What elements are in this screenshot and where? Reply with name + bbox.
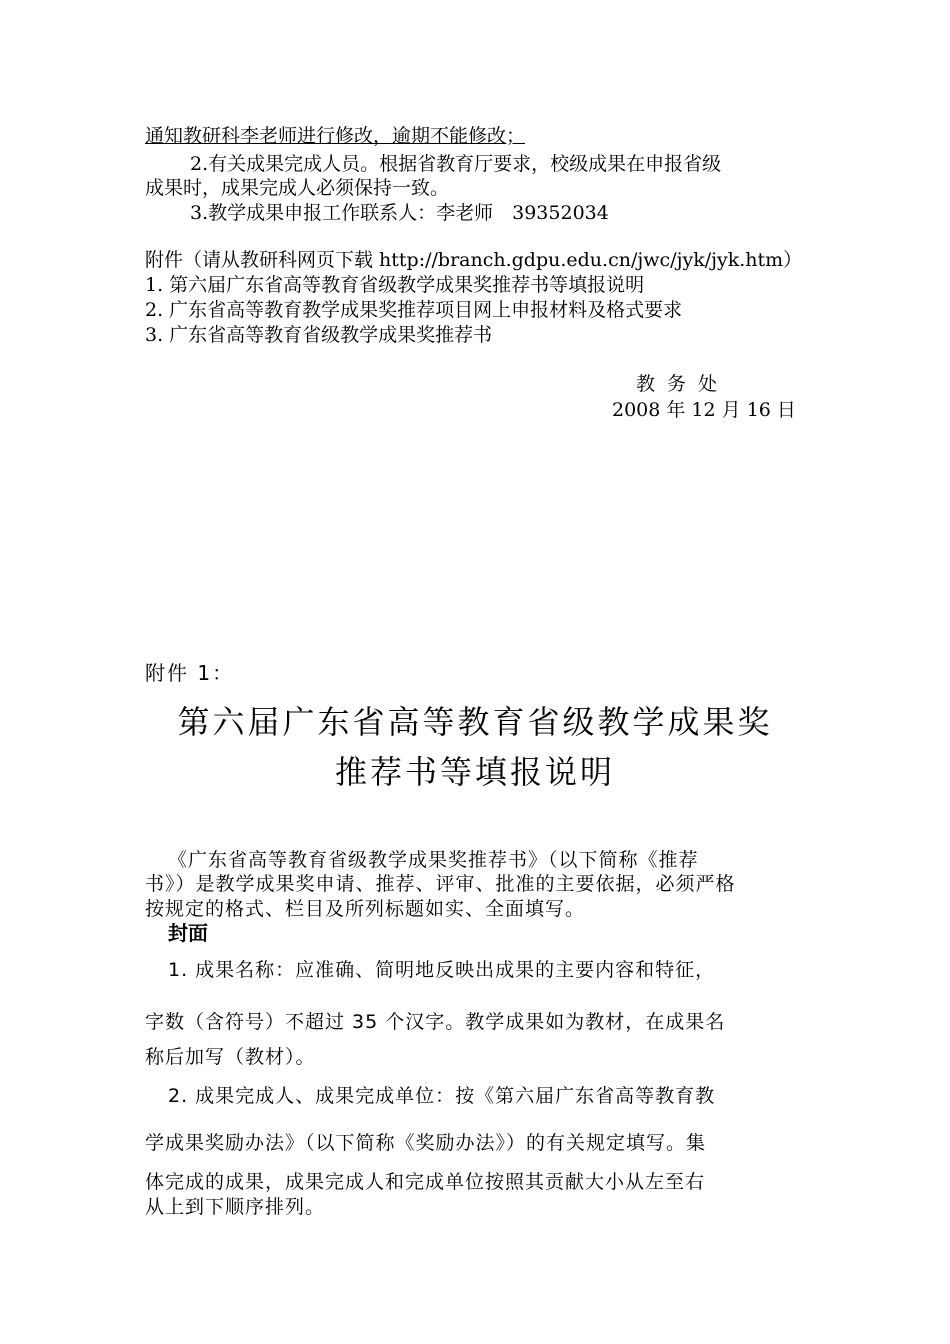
cover-item-2-line-1: 2. 成果完成人、成果完成单位：按《第六届广东省高等教育教	[168, 1085, 716, 1107]
intro-line-3: 按规定的格式、栏目及所列标题如实、全面填写。	[145, 898, 586, 920]
cover-item-1-line-3: 称后加写（教材）。	[145, 1046, 316, 1068]
attachment-item-2: 2. 广东省高等教育教学成果奖推荐项目网上申报材料及格式要求	[145, 299, 683, 321]
annex-label: 附件 1：	[145, 661, 235, 685]
intro-line-2: 书》）是教学成果奖申请、推荐、评审、批准的主要依据，必须严格	[145, 873, 736, 895]
notice-item-2-line-1: 2.有关成果完成人员。根据省教育厅要求，校级成果在申报省级	[190, 153, 722, 175]
notice-line-1: 通知教研科李老师进行修改，逾期不能修改；	[145, 125, 526, 147]
cover-item-2-line-3: 体完成的成果，成果完成人和完成单位按照其贡献大小从左至右	[145, 1171, 706, 1193]
notice-item-2-line-2: 成果时，成果完成人必须保持一致。	[145, 177, 450, 199]
attachments-header: 附件（请从教研科网页下载 http://branch.gdpu.edu.cn/jwc/jyk/jyk.htm）	[145, 249, 803, 271]
signature-office: 教务处	[636, 373, 730, 395]
cover-item-2-line-4: 从上到下顺序排列。	[145, 1196, 326, 1218]
section-heading-cover: 封面	[168, 921, 208, 945]
cover-item-1-line-1: 1. 成果名称：应准确、简明地反映出成果的主要内容和特征，	[168, 959, 716, 981]
annex-title-line-2: 推荐书等填报说明	[334, 753, 615, 791]
attachment-item-3: 3. 广东省高等教育省级教学成果奖推荐书	[145, 324, 493, 346]
intro-line-1: 《广东省高等教育省级教学成果奖推荐书》（以下简称《推荐	[168, 849, 699, 871]
signature-date: 2008 年 12 月 16 日	[612, 399, 796, 421]
cover-item-1-line-2: 字数（含符号）不超过 35 个汉字。教学成果如为教材，在成果名	[145, 1011, 726, 1033]
cover-item-2-line-2: 学成果奖励办法》（以下简称《奖励办法》）的有关规定填写。集	[145, 1132, 707, 1154]
attachment-item-1: 1. 第六届广东省高等教育省级教学成果奖推荐书等填报说明	[145, 274, 645, 296]
annex-title-line-1: 第六届广东省高等教育省级教学成果奖	[177, 703, 773, 741]
notice-item-3: 3.教学成果申报工作联系人：李老师 39352034	[190, 202, 609, 224]
